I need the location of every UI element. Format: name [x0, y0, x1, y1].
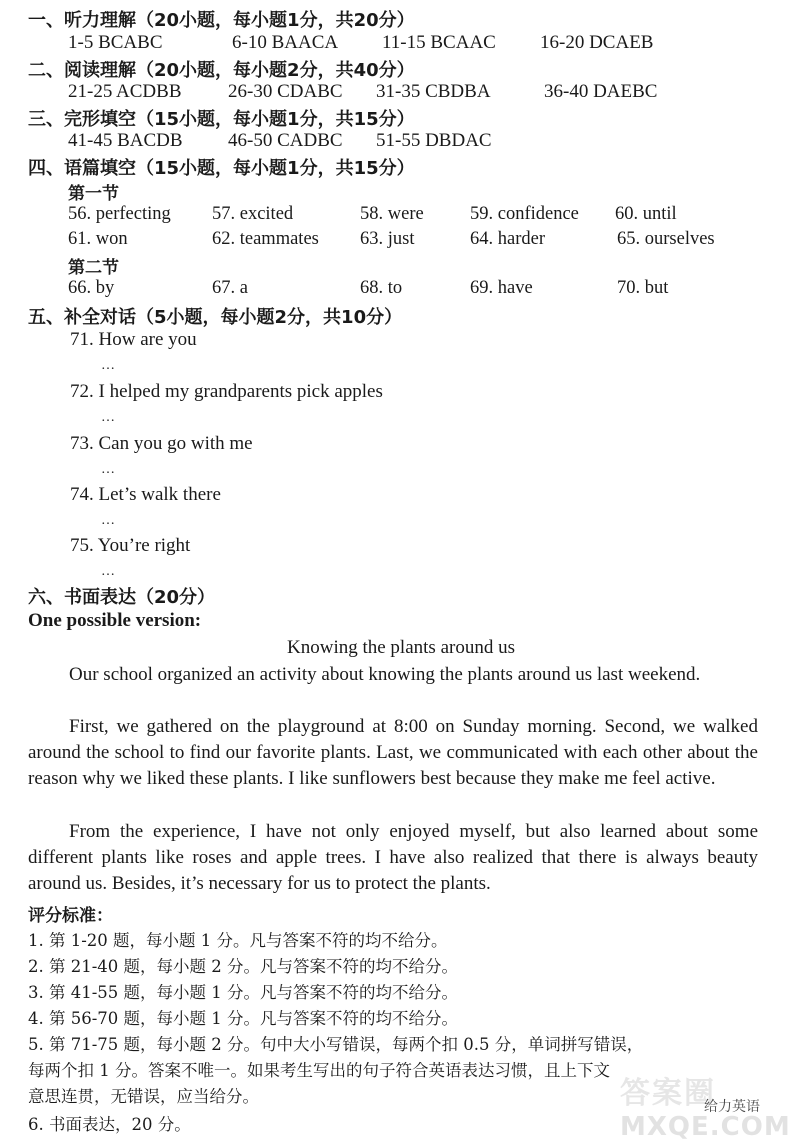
section-4-title: 四、语篇填空（15小题，每小题1分，共15分） [28, 158, 415, 179]
cloze-answer: 56. perfecting [68, 204, 171, 224]
section-1-answer: 16-20 DCAEB [540, 32, 654, 53]
ellipsis: … [101, 462, 116, 477]
cloze-answer: 68. to [360, 278, 403, 298]
dialogue-answer: 71. How are you [70, 329, 197, 350]
section-2-answer: 26-30 CDABC [228, 81, 343, 102]
ellipsis: … [101, 358, 116, 373]
section-2-answer: 21-25 ACDBB [68, 81, 182, 102]
section-5-title: 五、补全对话（5小题，每小题2分，共10分） [28, 307, 403, 328]
section-2-title: 二、阅读理解（20小题，每小题2分，共40分） [28, 60, 415, 81]
section-3-title: 三、完形填空（15小题，每小题1分，共15分） [28, 109, 415, 130]
cloze-answer: 66. by [68, 278, 115, 298]
criteria-item: 6. 书面表达，20 分。 [28, 1115, 191, 1134]
ellipsis: … [101, 410, 116, 425]
cloze-answer: 62. teammates [212, 229, 319, 249]
part-2-label: 第二节 [68, 258, 119, 278]
essay-paragraph: From the experience, I have not only enjoyed myself, but also learned about some different plants like roses and apple trees. I have also realized that there is always beauty around us. Besides, it’s necessary for us to protect the plants. [28, 821, 758, 895]
watermark-logo: 答案圈 [620, 1076, 716, 1111]
cloze-answer: 64. harder [470, 229, 545, 249]
criteria-item: 3. 第 41-55 题，每小题 1 分。凡与答案不符的均不给分。 [28, 983, 459, 1002]
section-1-title: 一、听力理解（20小题，每小题1分，共20分） [28, 10, 415, 31]
essay-paragraph: Our school organized an activity about knowing the plants around us last weekend. [69, 664, 701, 685]
criteria-item: 1. 第 1-20 题，每小题 1 分。凡与答案不符的均不给分。 [28, 931, 448, 950]
section-3-answer: 41-45 BACDB [68, 130, 183, 151]
cloze-answer: 59. confidence [470, 204, 579, 224]
dialogue-answer: 72. I helped my grandparents pick apples [70, 381, 383, 402]
watermark-url: MXQE.COM [620, 1112, 791, 1142]
cloze-answer: 58. were [360, 204, 424, 224]
ellipsis: … [101, 513, 116, 528]
watermark-label: 给力英语 [704, 1099, 760, 1115]
section-6-title: 六、书面表达（20分） [28, 587, 216, 608]
criteria-item: 2. 第 21-40 题，每小题 2 分。凡与答案不符的均不给分。 [28, 957, 459, 976]
criteria-item: 5. 第 71-75 题，每小题 2 分。句中大小写错误，每两个扣 0.5 分，单词拼写错误， [28, 1035, 644, 1054]
cloze-answer: 67. a [212, 278, 248, 298]
criteria-item: 4. 第 56-70 题，每小题 1 分。凡与答案不符的均不给分。 [28, 1009, 459, 1028]
essay-paragraph: First, we gathered on the playground at 8:00 on Sunday morning. Second, we walked around the school to find our favorite plants. Last, we communicated with each other about the reason why we liked these plants. I like sunflowers best because they make me feel active. [28, 716, 758, 790]
section-3-answer: 51-55 DBDAC [376, 130, 492, 151]
section-1-answer: 1-5 BCABC [68, 32, 163, 53]
dialogue-answer: 75. You’re right [70, 535, 191, 556]
section-1-answer: 6-10 BAACA [232, 32, 339, 53]
version-label: One possible version: [28, 610, 202, 631]
criteria-item: 意思连贯，无错误，应当给分。 [28, 1087, 259, 1106]
cloze-answer: 63. just [360, 229, 415, 249]
dialogue-answer: 74. Let’s walk there [70, 484, 221, 505]
part-1-label: 第一节 [68, 184, 119, 204]
dialogue-answer: 73. Can you go with me [70, 433, 253, 454]
cloze-answer: 65. ourselves [617, 229, 715, 249]
cloze-answer: 61. won [68, 229, 128, 249]
cloze-answer: 57. excited [212, 204, 294, 224]
ellipsis: … [101, 564, 116, 579]
cloze-answer: 70. but [617, 278, 669, 298]
criteria-title: 评分标准： [28, 906, 113, 926]
section-3-answer: 46-50 CADBC [228, 130, 343, 151]
section-1-answer: 11-15 BCAAC [382, 32, 496, 53]
essay-title: Knowing the plants around us [287, 637, 515, 658]
cloze-answer: 69. have [470, 278, 533, 298]
section-2-answer: 36-40 DAEBC [544, 81, 658, 102]
section-2-answer: 31-35 CBDBA [376, 81, 491, 102]
criteria-item: 每两个扣 1 分。答案不唯一。如果考生写出的句子符合英语表达习惯，且上下文 [28, 1061, 610, 1080]
cloze-answer: 60. until [615, 204, 677, 224]
